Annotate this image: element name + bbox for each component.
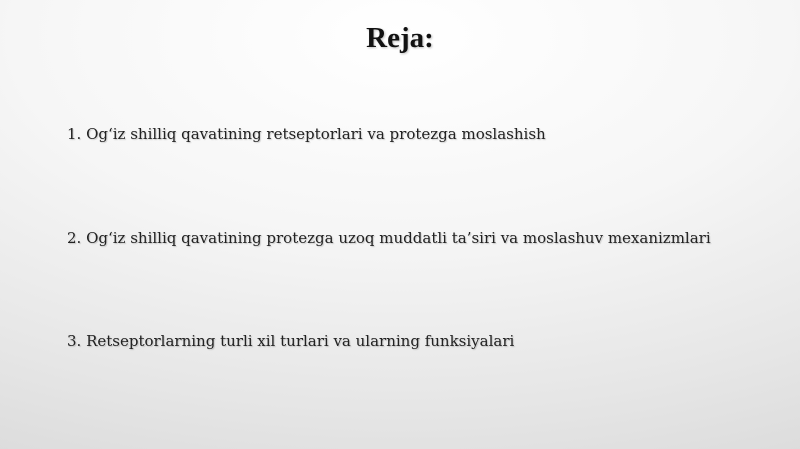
- plan-item-1: 1. Og‘iz shilliq qavatining retseptorlari va protezga moslashish: [67, 125, 546, 143]
- plan-item-3: 3. Retseptorlarning turli xil turlari va ularning funksiyalari: [67, 332, 515, 350]
- slide-title: Reja:: [366, 22, 434, 54]
- plan-item-2: 2. Og‘iz shilliq qavatining protezga uzoq muddatli ta’siri va moslashuv mexanizmlari: [67, 229, 711, 247]
